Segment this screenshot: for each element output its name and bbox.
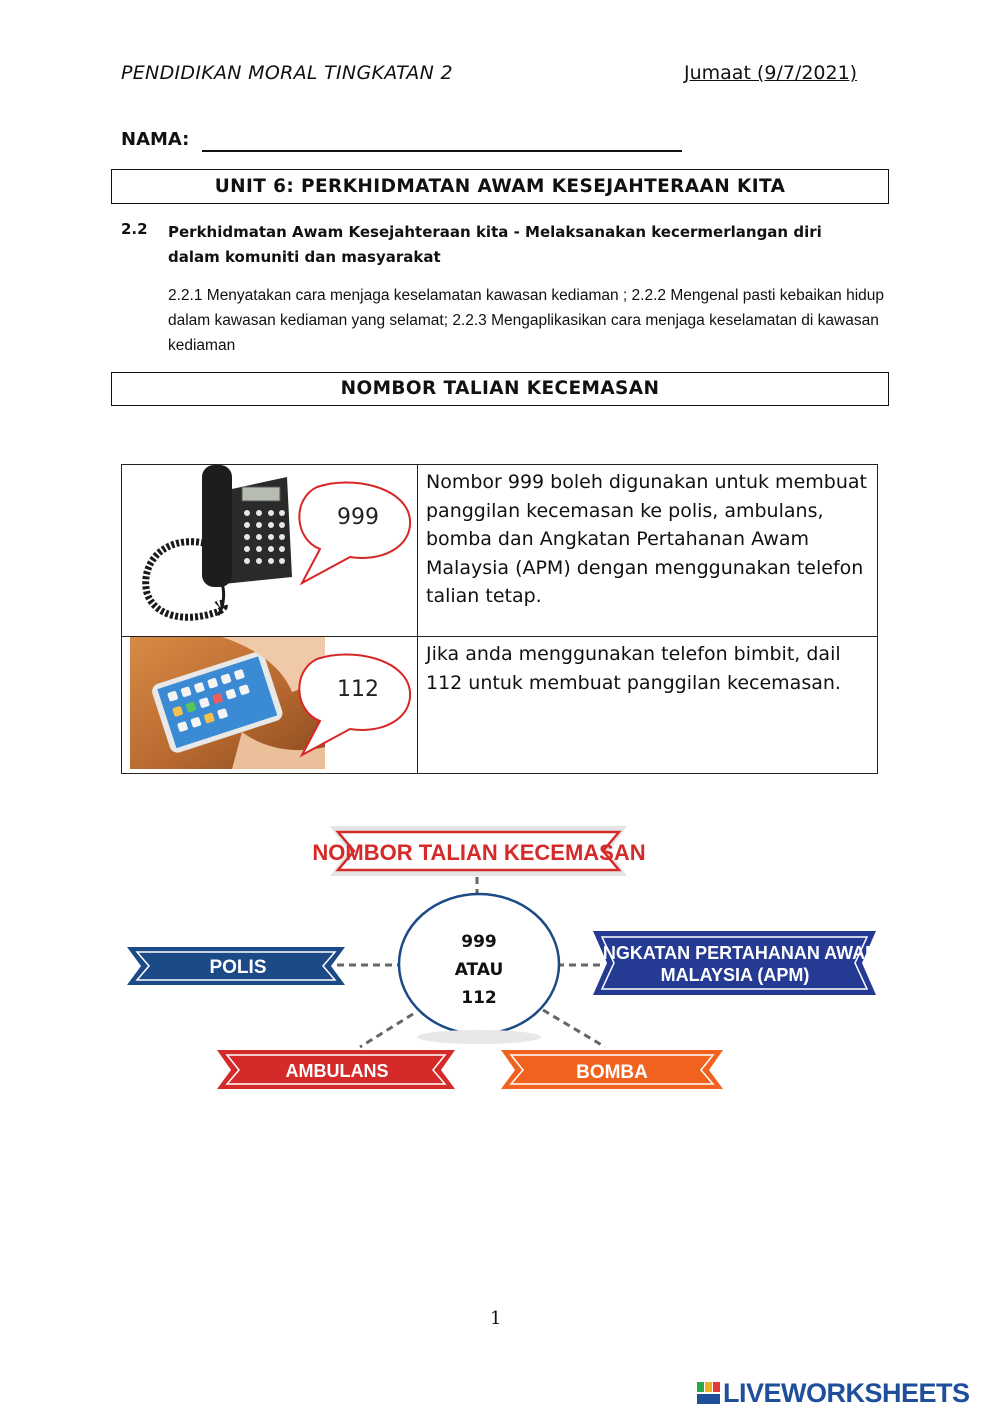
apm-label-line2: MALAYSIA (APM) bbox=[660, 965, 810, 985]
liveworksheets-icon bbox=[697, 1382, 721, 1404]
section-title: Perkhidmatan Awam Kesejahteraan kita - Melaksanakan kecermerlangan diri dalam komuniti dan masyarakat bbox=[168, 223, 822, 266]
connector-line-bottom-right bbox=[543, 1010, 605, 1047]
center-112: 112 bbox=[461, 988, 497, 1008]
section-number: 2.2 bbox=[121, 220, 148, 238]
mobile-description: Jika anda menggunakan telefon bimbit, dail 112 untuk membuat panggilan kecemasan. bbox=[418, 637, 878, 774]
connector-line-bottom-left bbox=[360, 1014, 413, 1047]
name-label: NAMA: bbox=[121, 129, 190, 150]
bomba-banner bbox=[501, 1050, 723, 1089]
landline-cell bbox=[122, 465, 418, 637]
brand-text: LIVEWORKSHEETS bbox=[723, 1378, 970, 1408]
section-description: 2.2.1 Menyatakan cara menjaga keselamatan kawasan kediaman ; 2.2.2 Mengenal pasti kebaikan hidup dalam kawasan kediaman yang selamat; 2.2.3 Mengaplikasikan cara menjaga keselamatan di kawasan kediaman bbox=[168, 287, 885, 354]
apm-banner bbox=[590, 931, 880, 995]
polis-banner bbox=[127, 947, 345, 985]
bubble-999: 999 bbox=[337, 505, 379, 530]
emergency-title: NOMBOR TALIAN KECEMASAN bbox=[111, 372, 889, 406]
date-header: Jumaat (9/7/2021) bbox=[684, 62, 858, 84]
polis-label: POLIS bbox=[209, 957, 267, 978]
page-number: 1 bbox=[490, 1308, 502, 1329]
apm-label-line1: ANGKATAN PERTAHANAN AWAM bbox=[589, 943, 880, 963]
center-atau: ATAU bbox=[454, 960, 504, 980]
ambulans-banner bbox=[217, 1050, 455, 1089]
mobile-cell bbox=[122, 637, 418, 774]
subject-header: PENDIDIKAN MORAL TINGKATAN 2 bbox=[121, 62, 453, 84]
center-999: 999 bbox=[461, 932, 497, 952]
ambulans-label: AMBULANS bbox=[285, 1061, 389, 1081]
banner-nombor-talian bbox=[312, 826, 645, 876]
liveworksheets-logo bbox=[697, 1378, 970, 1409]
mobile-phone-image bbox=[122, 637, 417, 769]
emergency-number-table bbox=[121, 464, 878, 774]
banner-label: NOMBOR TALIAN KECEMASAN bbox=[312, 840, 646, 865]
bomba-label: BOMBA bbox=[576, 1062, 648, 1083]
landline-description: Nombor 999 boleh digunakan untuk membuat panggilan kecemasan ke polis, ambulans, bomba dan Angkatan Pertahanan Awam Malaysia (APM) dengan menggunakan telefon talian tetap. bbox=[418, 465, 878, 637]
name-answer-line[interactable] bbox=[202, 150, 682, 152]
unit-title: UNIT 6: PERKHIDMATAN AWAM KESEJAHTERAAN KITA bbox=[111, 169, 889, 204]
table-row bbox=[122, 637, 878, 774]
bubble-112: 112 bbox=[337, 677, 379, 702]
landline-phone-image bbox=[122, 465, 417, 632]
emergency-services-diagram bbox=[125, 822, 880, 1097]
table-row bbox=[122, 465, 878, 637]
